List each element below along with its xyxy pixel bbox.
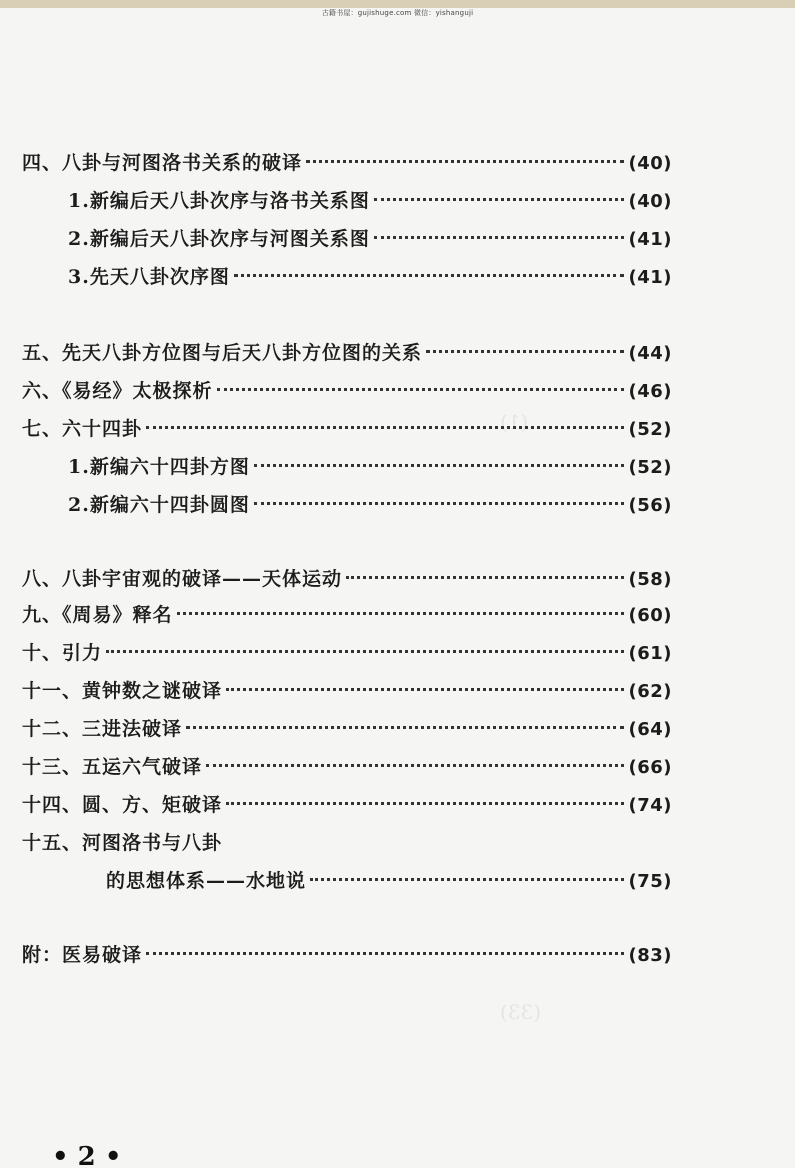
toc-entry-page: (66) (628, 757, 672, 778)
dot-leader (186, 726, 624, 729)
toc-entry-title: 十五、河图洛书与八卦 (22, 832, 223, 854)
dot-leader (426, 350, 624, 353)
toc-entry[interactable] (22, 376, 672, 406)
toc-entry[interactable] (22, 828, 672, 858)
toc-entry-page: (64) (628, 719, 672, 740)
toc-entry-title: 十、引力 (22, 642, 103, 664)
toc-entry-page: (74) (628, 795, 672, 816)
toc-entry-title: 1.新编六十四卦方图 (68, 456, 250, 478)
toc-entry-title: 1.新编后天八卦次序与洛书关系图 (68, 190, 370, 212)
toc-entry[interactable] (22, 564, 672, 594)
dot-leader (254, 464, 625, 467)
toc-entry-title: 十四、圆、方、矩破译 (22, 794, 223, 816)
toc-entry[interactable] (22, 714, 672, 744)
toc-entry[interactable] (22, 790, 672, 820)
toc-entry-title: 五、先天八卦方位图与后天八卦方位图的关系 (22, 342, 423, 364)
toc-entry[interactable] (68, 186, 672, 216)
toc-entry-page: (58) (628, 569, 672, 590)
toc-entry[interactable] (22, 148, 672, 178)
dot-leader (226, 688, 624, 691)
dot-leader (217, 388, 625, 391)
toc-entry-page: (52) (628, 419, 672, 440)
toc-entry-title: 六、《易经》太极探析 (22, 380, 213, 402)
toc-entry-page: (83) (628, 945, 672, 966)
toc-entry-title: 附：医易破译 (22, 944, 143, 966)
toc-entry-page: (40) (628, 191, 672, 212)
toc-entry-title: 四、八卦与河图洛书关系的破译 (22, 152, 303, 174)
toc-entry[interactable] (68, 490, 672, 520)
toc-entry-title: 的思想体系——水地说 (106, 870, 307, 892)
toc-entry-title: 十一、黄钟数之谜破译 (22, 680, 223, 702)
toc-entry-page: (60) (628, 605, 672, 626)
dot-leader (254, 502, 625, 505)
dot-leader (226, 802, 624, 805)
dot-leader (346, 576, 624, 579)
toc-entry-title: 九、《周易》释名 (22, 604, 173, 626)
toc-entry[interactable] (22, 338, 672, 368)
toc-entry-title: 八、八卦宇宙观的破译——天体运动 (22, 568, 343, 590)
dot-leader (234, 274, 625, 277)
toc-entry-title: 十二、三进法破译 (22, 718, 183, 740)
toc-entry-title: 2.新编六十四卦圆图 (68, 494, 250, 516)
toc-entry-title: 2.新编后天八卦次序与河图关系图 (68, 228, 370, 250)
toc-entry[interactable] (68, 224, 672, 254)
toc-entry-page: (44) (628, 343, 672, 364)
toc-entry-page: (61) (628, 643, 672, 664)
toc-entry-page: (56) (628, 495, 672, 516)
toc-entry[interactable] (22, 940, 672, 970)
dot-leader (306, 160, 624, 163)
toc-entry[interactable] (22, 676, 672, 706)
watermark-text: 古籍书屋：gujishuge.com 微信：yishanguji (321, 9, 474, 17)
toc-entry-page: (62) (628, 681, 672, 702)
dot-leader (177, 612, 625, 615)
dot-leader (310, 878, 624, 881)
page-number: • 2 • (52, 1142, 122, 1168)
toc-entry[interactable] (22, 752, 672, 782)
toc-entry[interactable] (68, 452, 672, 482)
toc-entry-page: (40) (628, 153, 672, 174)
dot-leader (106, 650, 624, 653)
toc-entry[interactable] (22, 638, 672, 668)
dot-leader (374, 236, 625, 239)
dot-leader (146, 952, 624, 955)
bleed-through-mark: (1) (500, 410, 529, 434)
toc-entry-page: (46) (628, 381, 672, 402)
toc-entry-page: (52) (628, 457, 672, 478)
toc-entry-title: 十三、五运六气破译 (22, 756, 203, 778)
dot-leader (374, 198, 625, 201)
toc-entry-page: (41) (628, 267, 672, 288)
dot-leader (206, 764, 624, 767)
toc-entry-continuation[interactable] (106, 866, 672, 896)
bleed-through-mark: (33) (500, 1000, 542, 1024)
toc-entry[interactable] (68, 262, 672, 292)
dot-leader (146, 426, 624, 429)
toc-entry[interactable] (22, 600, 672, 630)
toc-entry-page: (75) (628, 871, 672, 892)
toc-entry-page: (41) (628, 229, 672, 250)
toc-entry-title: 七、六十四卦 (22, 418, 143, 440)
toc-entry[interactable] (22, 414, 672, 444)
toc-entry-title: 3.先天八卦次序图 (68, 266, 230, 288)
